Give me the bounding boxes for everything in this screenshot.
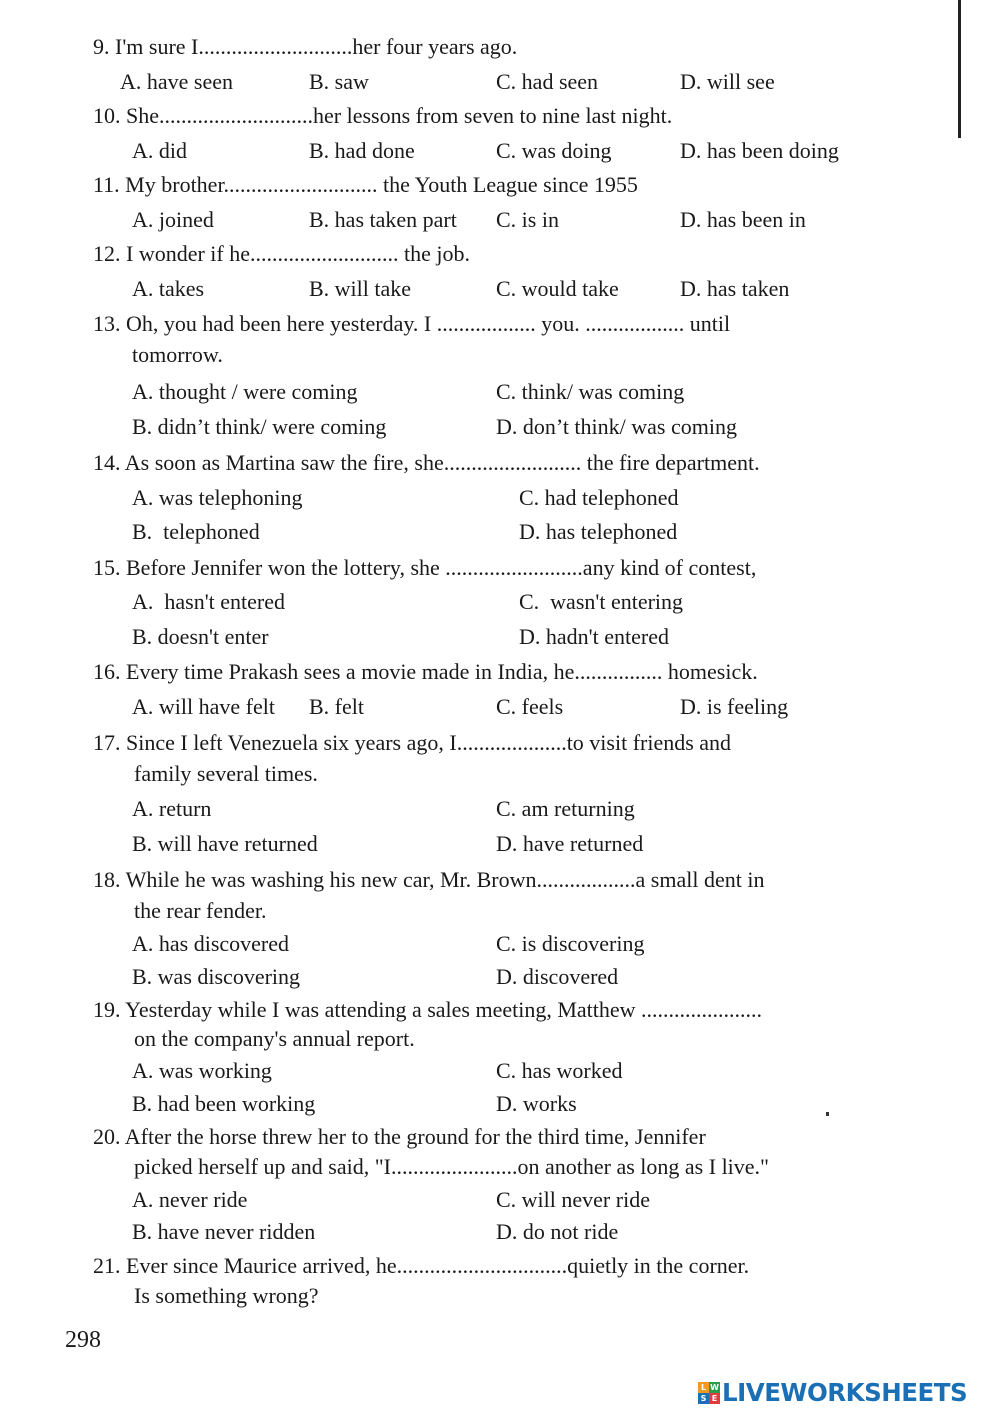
option-b: B. saw bbox=[309, 69, 369, 94]
question-text: 16. Every time Prakash sees a movie made in India, he................ homesick. bbox=[93, 659, 758, 684]
liveworksheets-logo[interactable] bbox=[698, 1378, 967, 1408]
option-b: B. had been working bbox=[132, 1091, 316, 1116]
option-a: A. did bbox=[132, 138, 187, 163]
question-text: 10. She............................her lessons from seven to nine last night. bbox=[93, 103, 673, 128]
option-c: C. was doing bbox=[496, 138, 612, 163]
option-b: B. didn’t think/ were coming bbox=[132, 414, 387, 439]
option-d: D. don’t think/ was coming bbox=[496, 414, 737, 439]
question-text: 13. Oh, you had been here yesterday. I .................. you. .................. until bbox=[93, 311, 731, 336]
logo-icon-tile: E bbox=[709, 1393, 720, 1404]
logo-icon-tile: W bbox=[710, 1383, 719, 1392]
question-text: 9. I'm sure I............................her four years ago. bbox=[93, 34, 518, 59]
question-text-continued: picked herself up and said, "I.......................on another as long as I live." bbox=[134, 1154, 770, 1179]
question-text-continued: Is something wrong? bbox=[134, 1283, 319, 1308]
option-a: A. thought / were coming bbox=[132, 379, 358, 404]
margin-rule bbox=[958, 0, 961, 138]
option-c: C. is discovering bbox=[496, 931, 645, 956]
option-a: A. joined bbox=[132, 207, 214, 232]
option-a: A. have seen bbox=[120, 69, 234, 94]
question-text-continued: on the company's annual report. bbox=[134, 1026, 415, 1051]
option-a: A. takes bbox=[132, 276, 205, 301]
option-c: C. had telephoned bbox=[519, 485, 679, 510]
option-d: D. has been in bbox=[680, 207, 806, 232]
option-a: A. was working bbox=[132, 1058, 272, 1083]
option-d: D. is feeling bbox=[680, 694, 789, 719]
option-d: D. have returned bbox=[496, 831, 644, 856]
option-a: A. has discovered bbox=[132, 931, 290, 956]
question-text: 15. Before Jennifer won the lottery, she .........................any kind of contest, bbox=[93, 555, 757, 580]
option-b: B. felt bbox=[309, 694, 364, 719]
question-text: 20. After the horse threw her to the ground for the third time, Jennifer bbox=[93, 1124, 706, 1149]
option-c: C. has worked bbox=[496, 1058, 623, 1083]
option-a: A. hasn't entered bbox=[132, 589, 286, 614]
option-b: B. telephoned bbox=[132, 519, 260, 544]
option-d: D. will see bbox=[680, 69, 775, 94]
stray-mark bbox=[826, 1112, 829, 1116]
option-d: D. do not ride bbox=[496, 1219, 619, 1244]
question-text: 14. As soon as Martina saw the fire, she......................... the fire department. bbox=[93, 450, 760, 475]
question-text: 17. Since I left Venezuela six years ago, I....................to visit friends and bbox=[93, 730, 732, 755]
option-c: C. is in bbox=[496, 207, 559, 232]
option-a: A. will have felt bbox=[132, 694, 275, 719]
liveworksheets-logo-icon bbox=[698, 1382, 720, 1404]
option-b: B. have never ridden bbox=[132, 1219, 316, 1244]
option-d: D. has taken bbox=[680, 276, 790, 301]
option-b: B. will take bbox=[309, 276, 412, 301]
option-c: C. feels bbox=[496, 694, 564, 719]
option-b: B. was discovering bbox=[132, 964, 301, 989]
question-text-continued: family several times. bbox=[134, 761, 318, 786]
option-b: B. will have returned bbox=[132, 831, 318, 856]
option-c: C. am returning bbox=[496, 796, 635, 821]
question-text: 11. My brother............................ the Youth League since 1955 bbox=[93, 172, 638, 197]
logo-icon-tile: S bbox=[698, 1393, 709, 1404]
question-text: 19. Yesterday while I was attending a sales meeting, Matthew ...................... bbox=[93, 997, 763, 1022]
option-b: B. doesn't enter bbox=[132, 624, 269, 649]
option-b: B. has taken part bbox=[309, 207, 457, 232]
option-a: A. was telephoning bbox=[132, 485, 303, 510]
question-text: 12. I wonder if he........................... the job. bbox=[93, 241, 470, 266]
option-a: A. never ride bbox=[132, 1187, 248, 1212]
option-b: B. had done bbox=[309, 138, 415, 163]
option-c: C. think/ was coming bbox=[496, 379, 685, 404]
option-d: D. works bbox=[496, 1091, 577, 1116]
option-a: A. return bbox=[132, 796, 212, 821]
question-text: 18. While he was washing his new car, Mr. Brown..................a small dent in bbox=[93, 867, 765, 892]
page-number: 298 bbox=[65, 1327, 101, 1353]
logo-icon-tile: L bbox=[698, 1382, 709, 1393]
option-c: C. would take bbox=[496, 276, 619, 301]
option-c: C. will never ride bbox=[496, 1187, 650, 1212]
option-d: D. discovered bbox=[496, 964, 619, 989]
option-d: D. has been doing bbox=[680, 138, 839, 163]
question-text-continued: tomorrow. bbox=[132, 342, 223, 367]
option-c: C. had seen bbox=[496, 69, 599, 94]
option-c: C. wasn't entering bbox=[519, 589, 684, 614]
option-d: D. hadn't entered bbox=[519, 624, 669, 649]
option-d: D. has telephoned bbox=[519, 519, 678, 544]
question-text-continued: the rear fender. bbox=[134, 898, 267, 923]
liveworksheets-logo-text: LIVEWORKSHEETS bbox=[722, 1377, 968, 1407]
question-text: 21. Ever since Maurice arrived, he...............................quietly in the corner. bbox=[93, 1253, 750, 1278]
